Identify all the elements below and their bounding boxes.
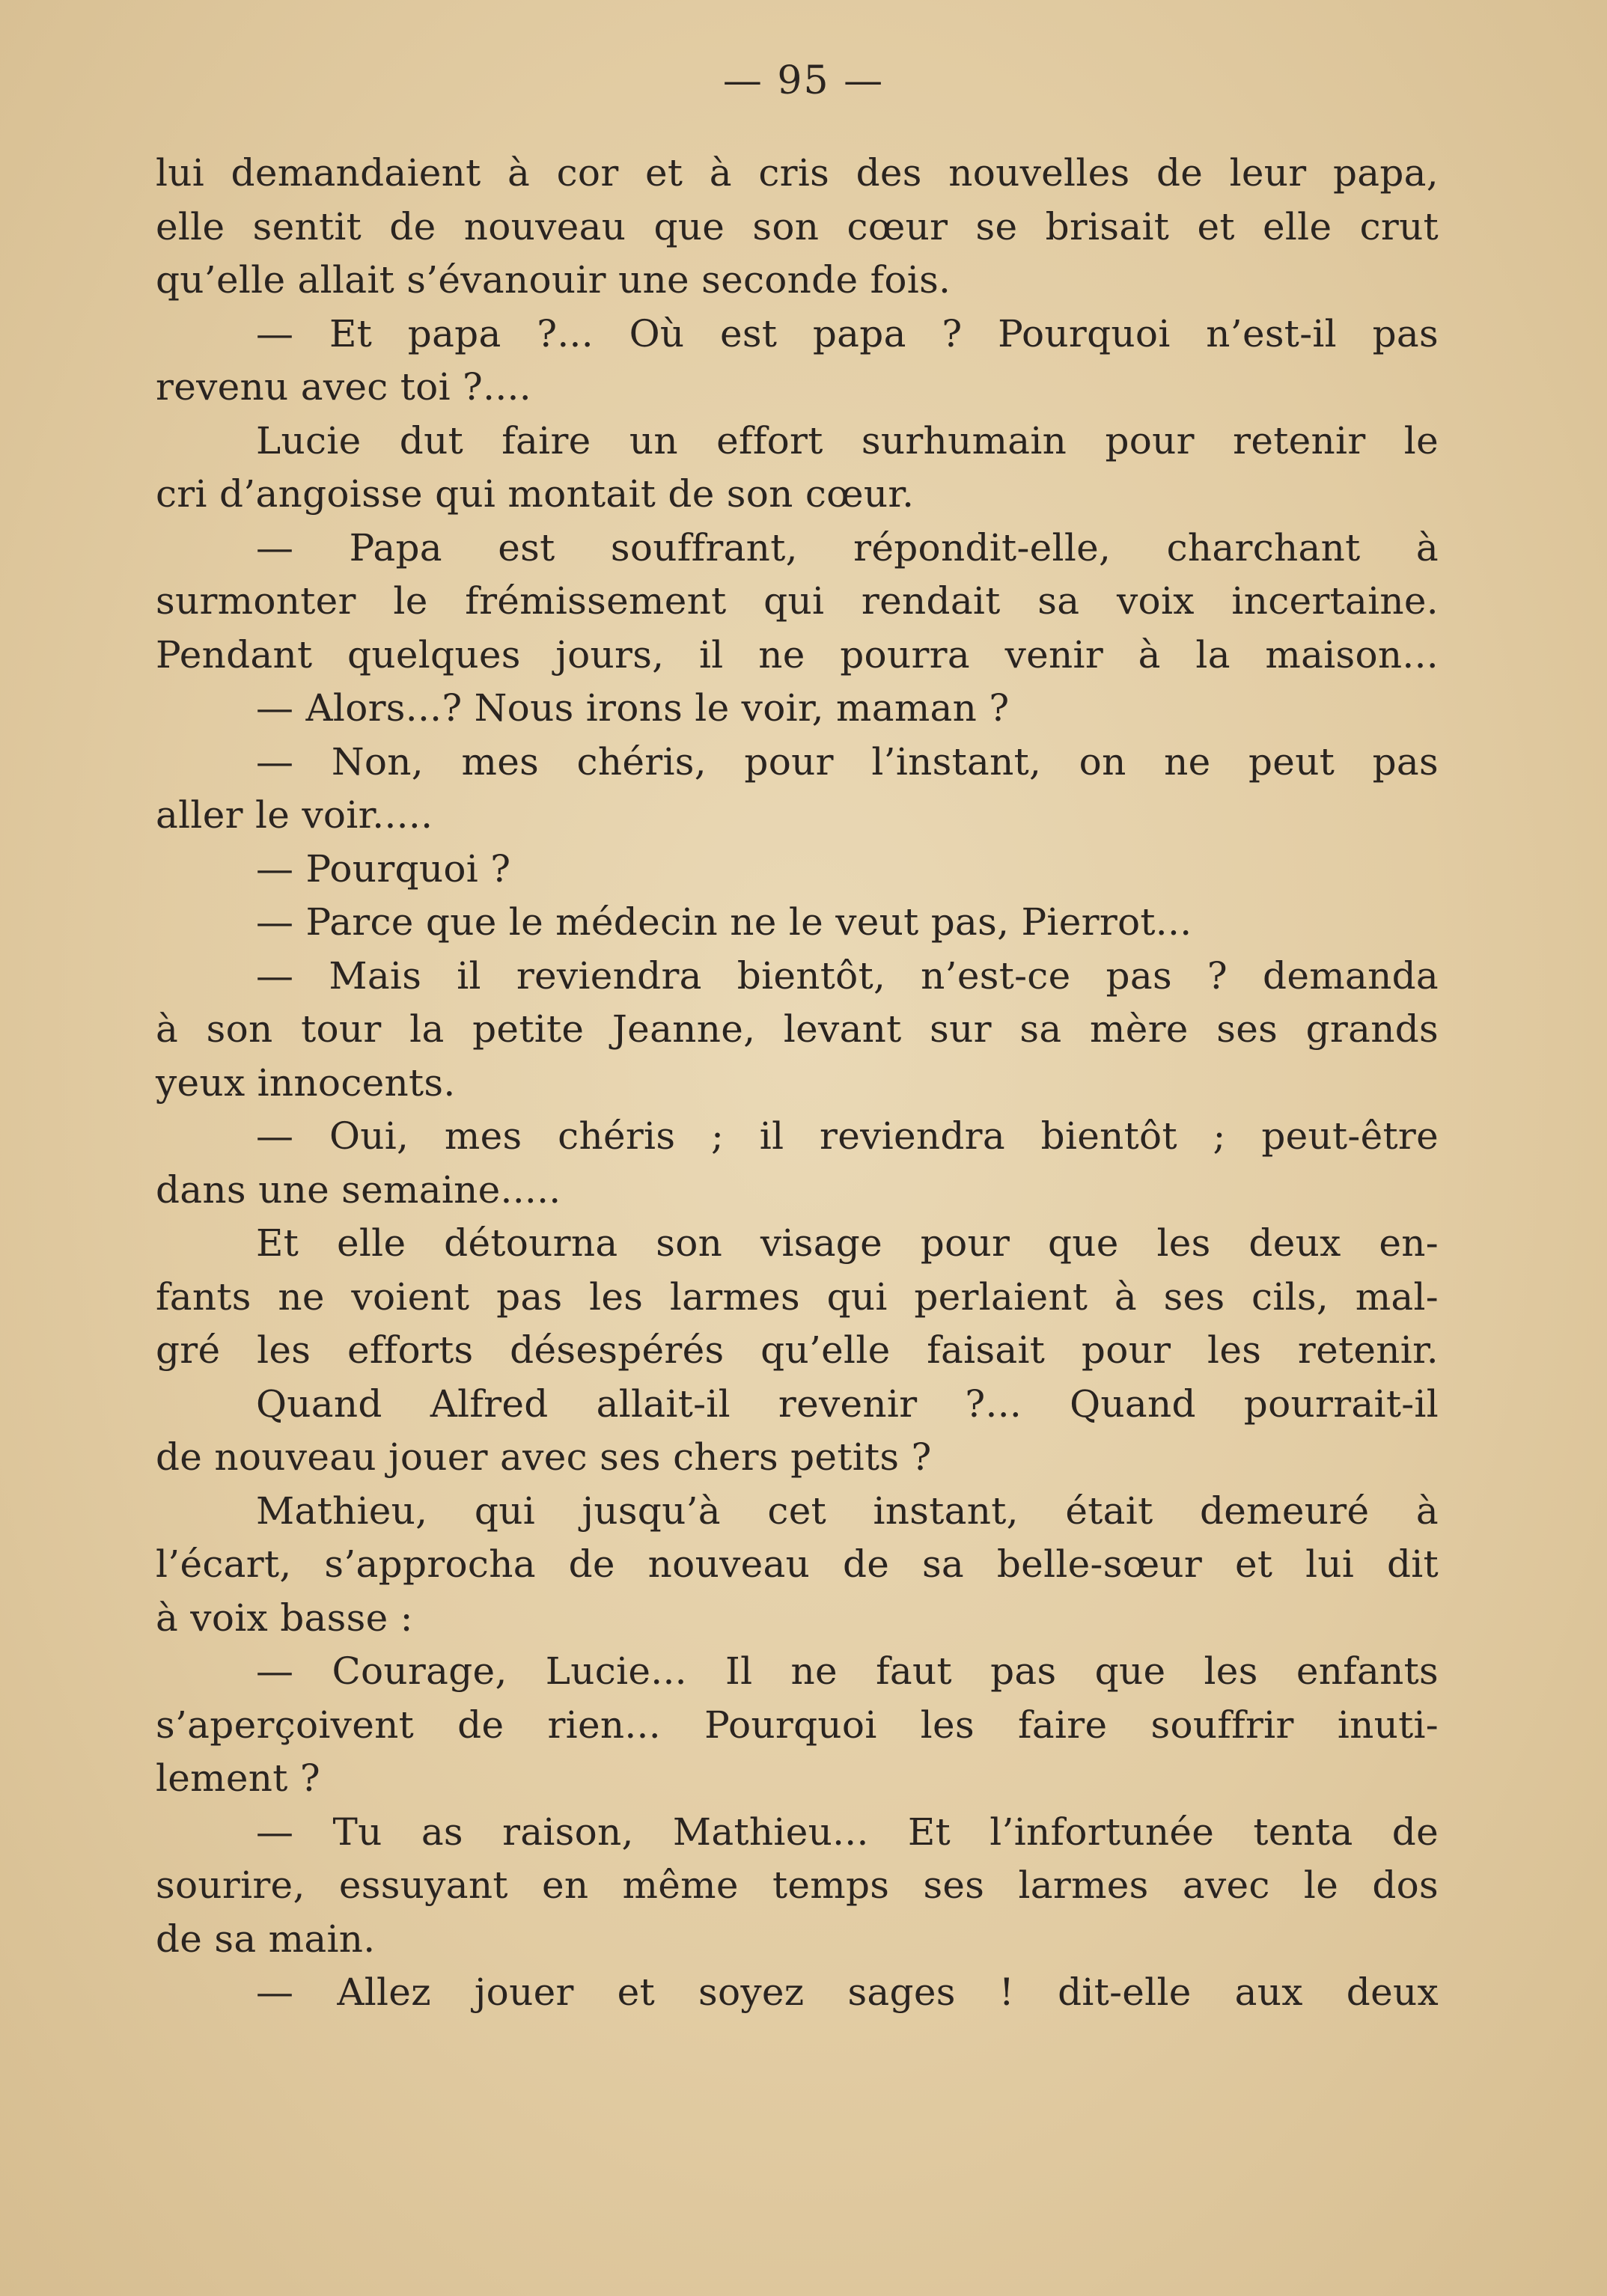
text-line: — Papa est souffrant, répondit-elle, charchant à — [256, 525, 1439, 570]
text-line: elle sentit de nouveau que son cœur se brisait et elle crut — [156, 204, 1439, 248]
text-line: de nouveau jouer avec ses chers petits ? — [156, 1435, 932, 1479]
text-line: lui demandaient à cor et à cris des nouvelles de leur papa, — [156, 151, 1439, 195]
text-line: — Et papa ?... Où est papa ? Pourquoi n’est-il pas — [256, 311, 1439, 355]
text-line: — Parce que le médecin ne le veut pas, Pierrot... — [256, 900, 1192, 944]
text-line: Quand Alfred allait-il revenir ?... Quand pourrait-il — [256, 1381, 1439, 1426]
text-line: sourire, essuyant en même temps ses larmes avec le dos — [156, 1863, 1439, 1907]
body-text — [156, 147, 1439, 2020]
text-line: — Pourquoi ? — [256, 846, 511, 891]
text-line: — Tu as raison, Mathieu... Et l’infortunée tenta de — [256, 1810, 1439, 1854]
text-line: surmonter le frémissement qui rendait sa voix incertaine. — [156, 579, 1439, 623]
text-line: Pendant quelques jours, il ne pourra venir à la maison... — [156, 632, 1439, 677]
text-line: aller le voir..... — [156, 793, 433, 837]
text-line: dans une semaine..... — [156, 1167, 561, 1212]
text-line: yeux innocents. — [156, 1060, 456, 1105]
text-line: Et elle détourna son visage pour que les deux en- — [256, 1221, 1439, 1265]
text-line: — Non, mes chéris, pour l’instant, on ne peut pas — [256, 739, 1439, 784]
text-line: gré les efforts désespérés qu’elle faisait pour les retenir. — [156, 1328, 1439, 1372]
text-line: fants ne voient pas les larmes qui perlaient à ses cils, mal- — [156, 1274, 1439, 1319]
text-line: — Allez jouer et soyez sages ! dit-elle aux deux — [256, 1970, 1439, 2014]
text-line: Mathieu, qui jusqu’à cet instant, était demeuré à — [256, 1489, 1439, 1533]
text-line: — Alors...? Nous irons le voir, maman ? — [256, 686, 1010, 730]
text-line: Lucie dut faire un effort surhumain pour retenir le — [256, 418, 1439, 462]
text-line: revenu avec toi ?.... — [156, 365, 531, 409]
text-line: l’écart, s’approcha de nouveau de sa belle-sœur et lui dit — [156, 1542, 1439, 1586]
text-line: cri d’angoisse qui montait de son cœur. — [156, 472, 915, 516]
text-line: — Oui, mes chéris ; il reviendra bientôt ; peut-être — [256, 1114, 1439, 1158]
text-line: — Mais il reviendra bientôt, n’est-ce pas ? demanda — [256, 953, 1439, 998]
page-number: — 95 — — [722, 58, 885, 103]
text-line: qu’elle allait s’évanouir une seconde fois. — [156, 258, 951, 302]
text-line: de sa main. — [156, 1917, 376, 1961]
text-line: à voix basse : — [156, 1596, 413, 1640]
text-line: à son tour la petite Jeanne, levant sur sa mère ses grands — [156, 1007, 1439, 1051]
text-line: lement ? — [156, 1756, 320, 1800]
text-line: s’aperçoivent de rien... Pourquoi les faire souffrir inuti- — [156, 1703, 1439, 1747]
text-line: — Courage, Lucie... Il ne faut pas que les enfants — [256, 1649, 1439, 1693]
